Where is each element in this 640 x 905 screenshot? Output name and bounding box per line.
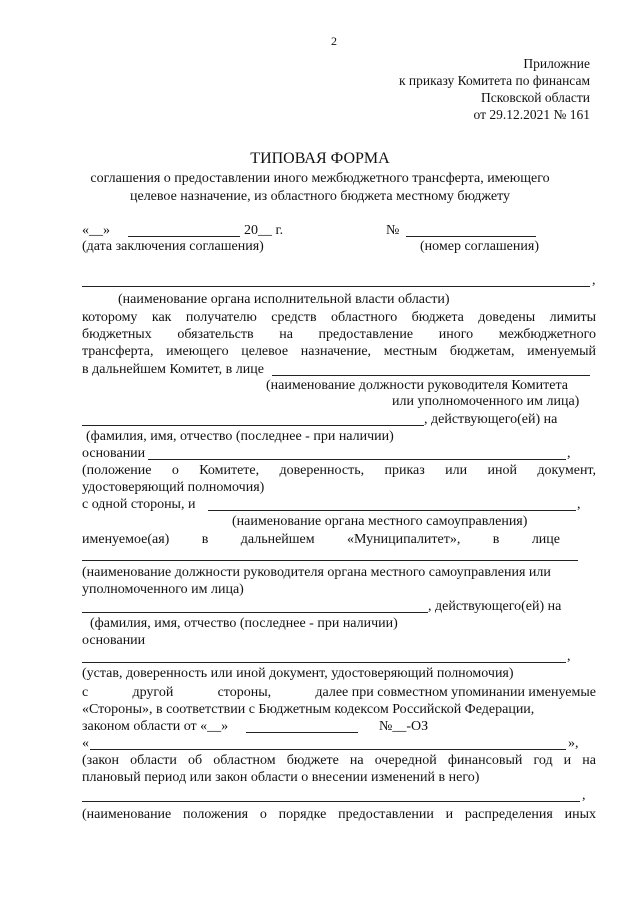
p1-line-2 [82,326,596,343]
local-position-line [82,560,578,561]
paragraph-1 [82,309,596,360]
quote-close: », [568,736,579,751]
law-number: №__-ОЗ [379,719,429,734]
law-prefix: законом области от «__» [82,719,229,734]
named-word-2: в [201,532,209,547]
other-side-row [82,684,596,701]
caption-basis-1-text: (положение о Комитете, доверенность, приказ или иной документ, [82,463,596,478]
named-word-1: именуемое(ая) [82,532,170,547]
other-side-word-3: стороны, [217,685,272,700]
caption-local-gov: (наименование органа местного самоуправления) [232,514,528,529]
law-date-line [246,732,358,733]
p1-line-3 [82,343,596,360]
caption-regulation-text: (наименование положения о порядке предоставлении и распределения иных [82,807,596,822]
caption-law-1-text: (закон области об областном бюджете на очередной финансовый год и на [82,753,596,768]
other-side-word-1: с [82,685,89,700]
committee-rep-line [272,375,590,376]
agreement-number-line [406,236,536,237]
caption-law-2: плановый период или закон области о внесении изменений в него) [82,770,480,785]
p1-line-3-text: трансферта, имеющего целевое назначение, местным бюджетам, именуемый [82,344,596,359]
number-caption: (номер соглашения) [420,239,539,254]
comma-last: , [582,788,586,803]
appendix-line-2: к приказу Комитета по финансам [398,73,590,88]
caption-fio-1: (фамилия, имя, отчество (последнее - при наличии) [86,429,394,444]
regulation-line [82,801,580,802]
page-number: 2 [331,34,337,48]
named-word-6: лице [531,532,560,547]
appendix-line-4: от 29.12.2021 № 161 [473,107,590,122]
caption-basis-1 [82,462,596,479]
date-caption: (дата заключения соглашения) [82,239,264,254]
named-word-5: в [492,532,500,547]
basis1-line [148,459,566,460]
comma: , [592,273,596,288]
p1-last-line: в дальнейшем Комитет, в лице [82,362,264,377]
appendix-line-1: Приложние [523,56,590,71]
caption-position-2: или уполномоченного им лица) [392,394,580,409]
basis2-comma: , [567,649,571,664]
caption-charter: (устав, доверенность или иной документ, удостоверяющий полномочия) [82,666,514,681]
other-side-word-4: далее при совместном упоминании именуемые [315,685,596,700]
subtitle-line-2: целевое назначение, из областного бюджета местному бюджету [129,189,511,204]
basis-label-1: основании [82,446,146,461]
caption-law-1 [82,752,596,769]
appendix-line-3: Псковской области [480,90,590,105]
one-side-text: с одной стороны, и [82,497,196,512]
caption-fio-2: (фамилия, имя, отчество (последнее - при наличии) [90,616,398,631]
fio2-line [82,612,428,613]
caption-position-1: (наименование должности руководителя Комитета [266,378,568,393]
caption-local-position-1: (наименование должности руководителя органа местного самоуправления или [82,565,551,580]
p1-line-1 [82,309,596,326]
number-sign: № [386,223,400,238]
law-name-line [90,749,566,750]
basis2-line [82,662,566,663]
quote-open: « [82,736,89,751]
one-side-comma: , [577,497,581,512]
local-gov-line [208,510,576,511]
caption-local-position-2: уполномоченного им лица) [82,582,244,597]
named-word-4: «Муниципалитет», [347,532,461,547]
named-word-3: дальнейшем [240,532,315,547]
p1-line-2-text: бюджетных обязательств на предоставление иного межбюджетного [82,327,596,342]
caption-executive: (наименование органа исполнительной власти области) [118,292,450,307]
executive-name-line [82,286,590,287]
date-open-quote: «__» [82,223,110,238]
caption-basis-2: удостоверяющий полномочия) [82,480,265,495]
caption-regulation [82,806,596,823]
subtitle-line-1: соглашения о предоставлении иного межбюджетного трансферта, имеющего [90,171,550,186]
date-month-line [128,236,240,237]
acting-text-2: , действующего(ей) на [428,599,562,614]
p1-line-1-text: которому как получателю средств областного бюджета доведены лимиты [82,310,596,325]
basis1-comma: , [567,446,571,461]
acting-text-1: , действующего(ей) на [424,412,558,427]
appendix-block [399,55,590,123]
named-row [82,531,560,548]
date-year: 20__ г. [244,223,284,238]
parties-line: «Стороны», в соответствии с Бюджетным кодексом Российской Федерации, [82,702,535,717]
fio1-line [82,425,424,426]
document-title: ТИПОВАЯ ФОРМА [250,150,390,167]
basis-label-2: основании [82,633,146,648]
document-subtitle [0,170,640,206]
other-side-word-2: другой [132,685,174,700]
